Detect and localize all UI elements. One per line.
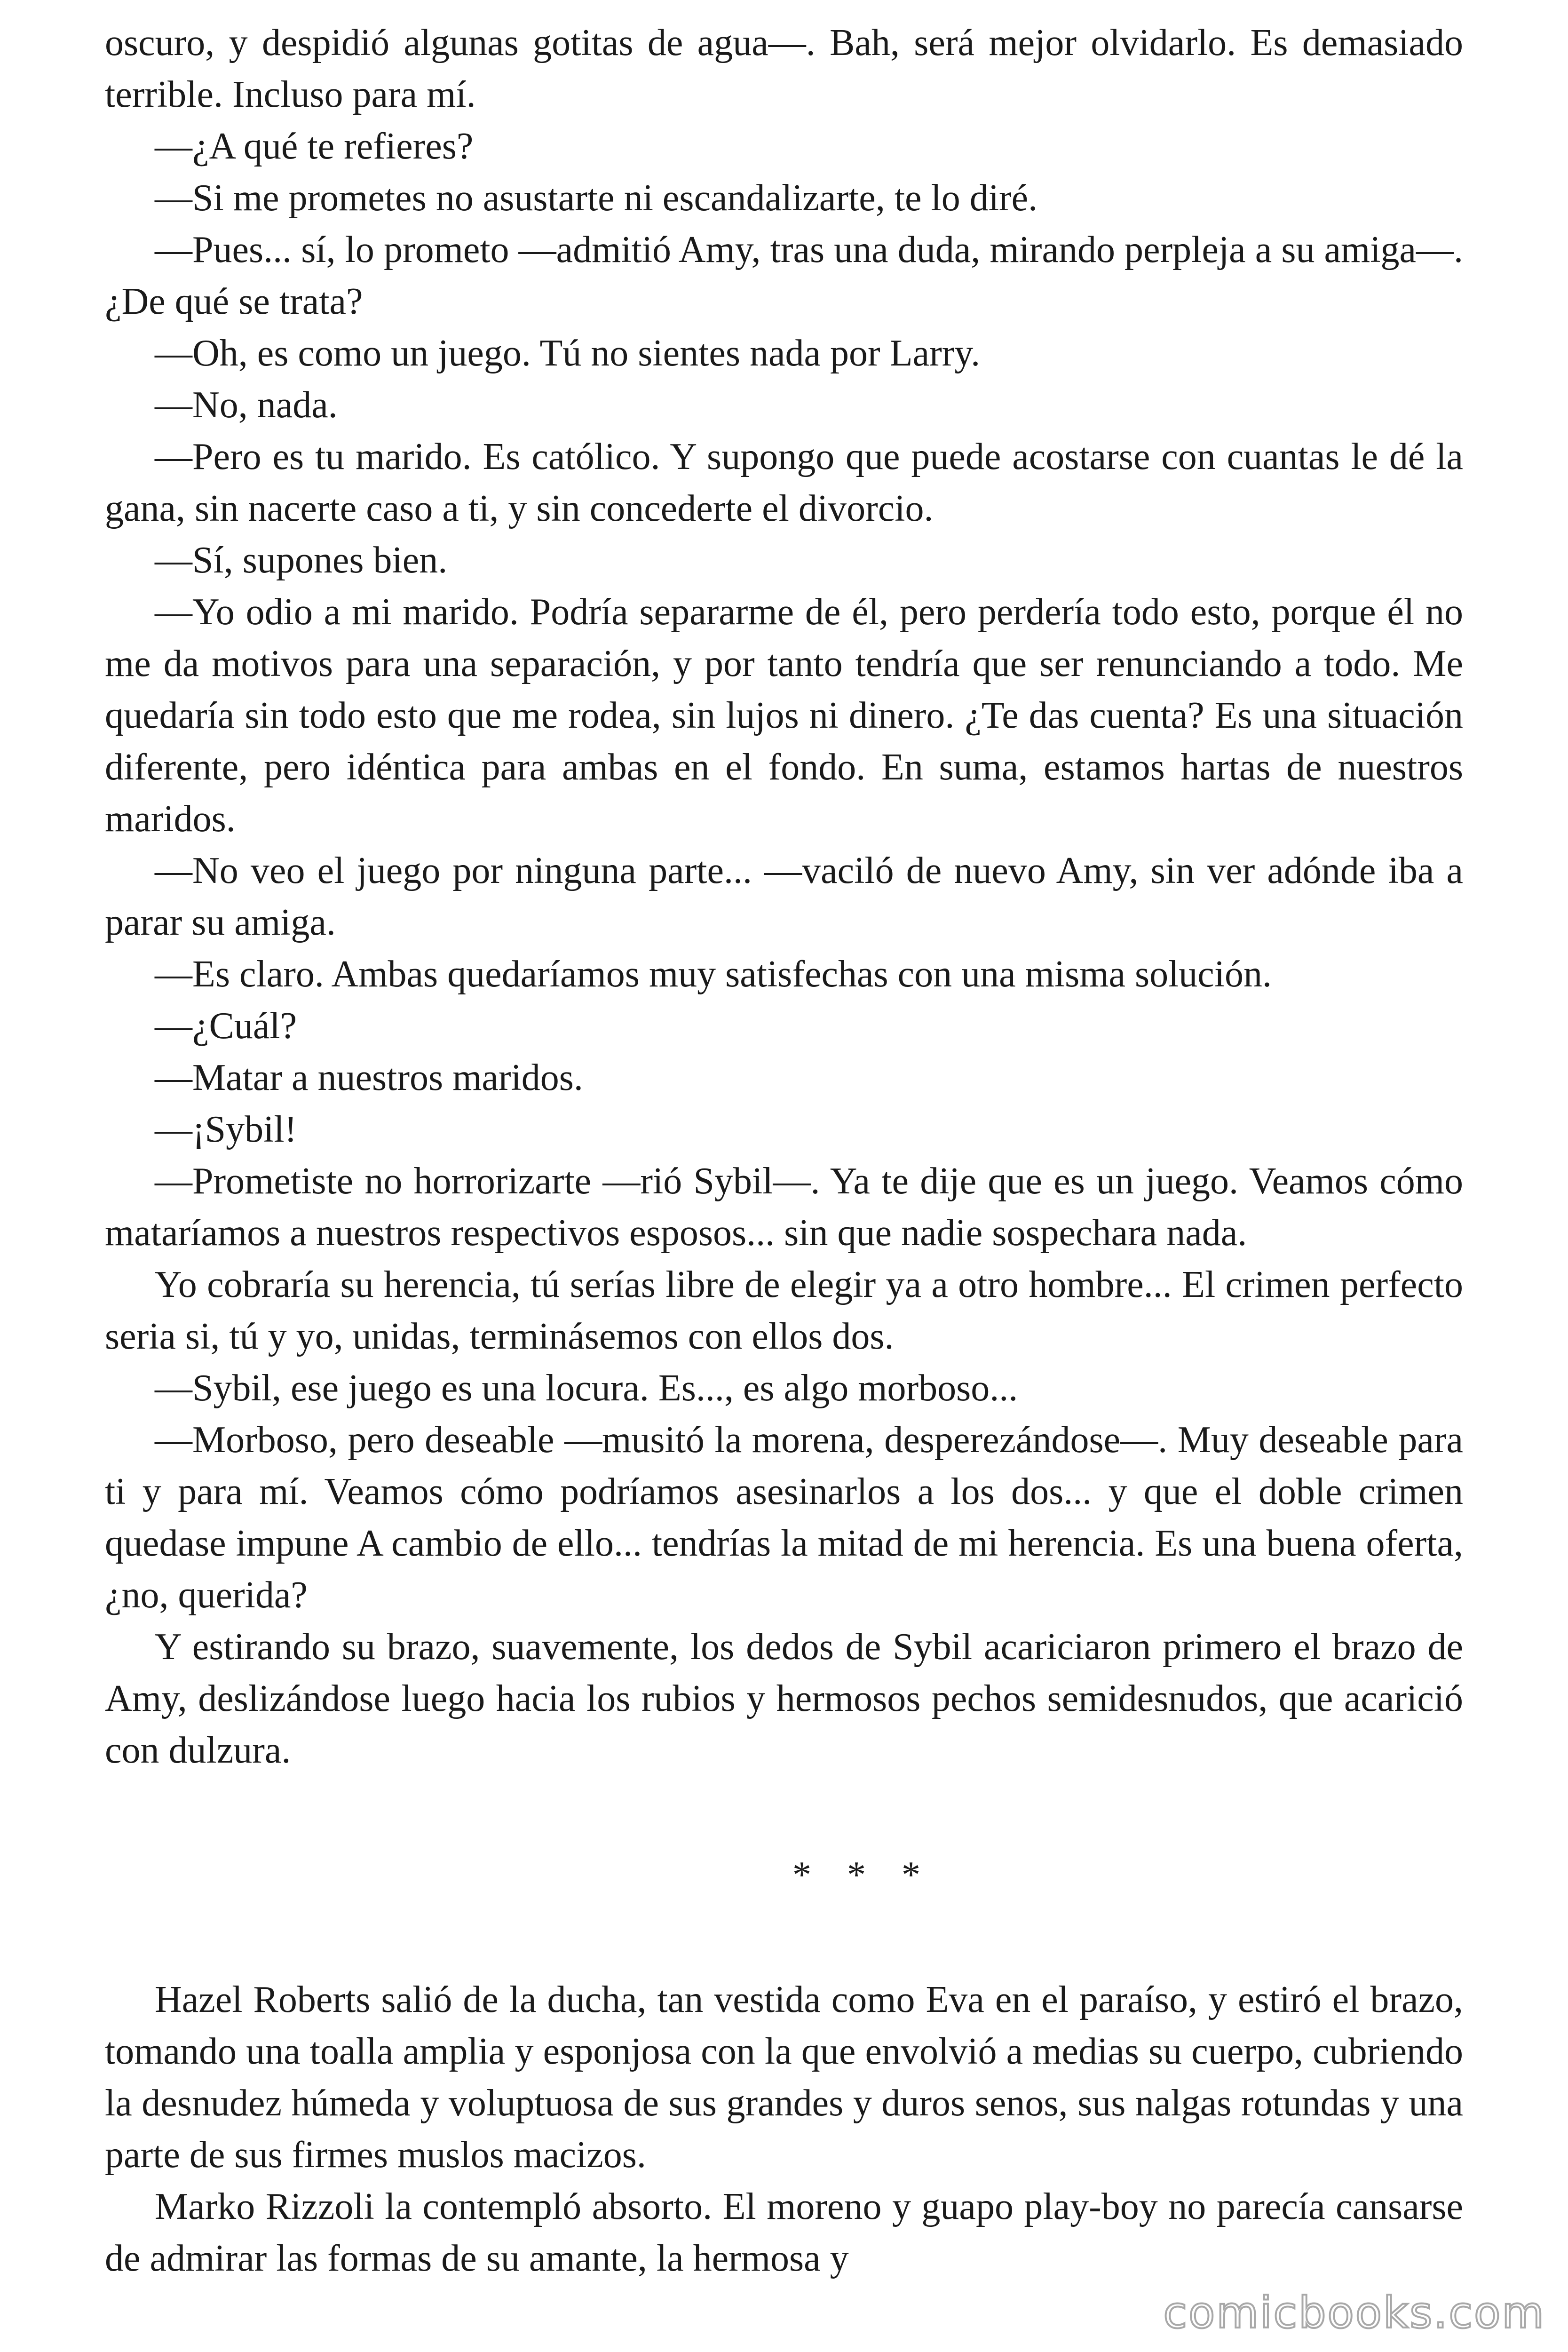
paragraph: Y estirando su brazo, suavemente, los dedos de Sybil acariciaron primero el brazo de Amy, deslizándose luego hacia los rubios y hermosos pechos semidesnudos, que acarició con dulzura. [105,1626,1463,1771]
paragraph: —¿A qué te refieres? [155,126,474,167]
watermark: comicbooks.com [1163,2288,1545,2338]
section-break [105,1776,1463,1974]
paragraph: —Pero es tu marido. Es católico. Y supongo que puede acostarse con cuantas le dé la gana, sin nacerte caso a ti, y sin concederte el divorcio. [105,436,1463,529]
paragraph: —Sybil, ese juego es una locura. Es..., es algo morboso... [155,1367,1018,1409]
paragraph: —Yo odio a mi marido. Podría separarme de él, pero perdería todo esto, porque él no me da motivos para una separación, y por tanto tendría que ser renunciando a todo. Me quedaría sin todo esto que me rodea, sin lujos ni dinero. ¿Te das cuenta? Es una situación diferente, pero idéntica para ambas en el fondo. En suma, estamos hartas de nuestros maridos. [105,591,1463,840]
document-page [105,17,1463,2284]
paragraph: —No veo el juego por ninguna parte... —vaciló de nuevo Amy, sin ver adónde iba a parar su amiga. [105,850,1463,943]
paragraph: Hazel Roberts salió de la ducha, tan vestida como Eva en el paraíso, y estiró el brazo, tomando una toalla amplia y esponjosa con la que envolvió a medias su cuerpo, cubriendo la desnudez húmeda y voluptuosa de sus grandes y duros senos, sus nalgas rotundas y una parte de sus firmes muslos macizos. [105,1979,1463,2176]
paragraph: —Si me prometes no asustarte ni escandalizarte, te lo diré. [155,177,1038,219]
paragraph: —Es claro. Ambas quedaríamos muy satisfechas con una misma solución. [155,954,1272,995]
paragraph: oscuro, y despidió algunas gotitas de agua—. Bah, será mejor olvidarlo. Es demasiado terrible. Incluso para mí. [105,22,1463,115]
paragraph: —Morboso, pero deseable —musitó la morena, desperezándose—. Muy deseable para ti y para mí. Veamos cómo podríamos asesinarlos a los dos... y que el doble crimen quedase impune A cambio de ello... tendrías la mitad de mi herencia. Es una buena oferta, ¿no, querida? [105,1419,1463,1616]
paragraph: Marko Rizzoli la contempló absorto. El moreno y guapo play-boy no parecía cansarse de admirar las formas de su amante, la hermosa y [105,2186,1463,2279]
paragraph: —Matar a nuestros maridos. [155,1057,583,1098]
paragraph: —Sí, supones bien. [155,540,448,581]
section-separator: * * * [792,1854,934,1896]
paragraph: —Pues... sí, lo prometo —admitió Amy, tras una duda, mirando perpleja a su amiga—. ¿De qué se trata? [105,229,1463,322]
paragraph: —¡Sybil! [155,1109,297,1150]
paragraph: Yo cobraría su herencia, tú serías libre de elegir ya a otro hombre... El crimen perfecto seria si, tú y yo, unidas, terminásemos con ellos dos. [105,1264,1463,1357]
paragraph: —¿Cuál? [155,1005,297,1047]
paragraph: —Oh, es como un juego. Tú no sientes nada por Larry. [155,333,981,374]
paragraph: —No, nada. [155,384,338,426]
paragraph: —Prometiste no horrorizarte —rió Sybil—. Ya te dije que es un juego. Veamos cómo mataríamos a nuestros respectivos esposos... sin que nadie sospechara nada. [105,1160,1463,1254]
